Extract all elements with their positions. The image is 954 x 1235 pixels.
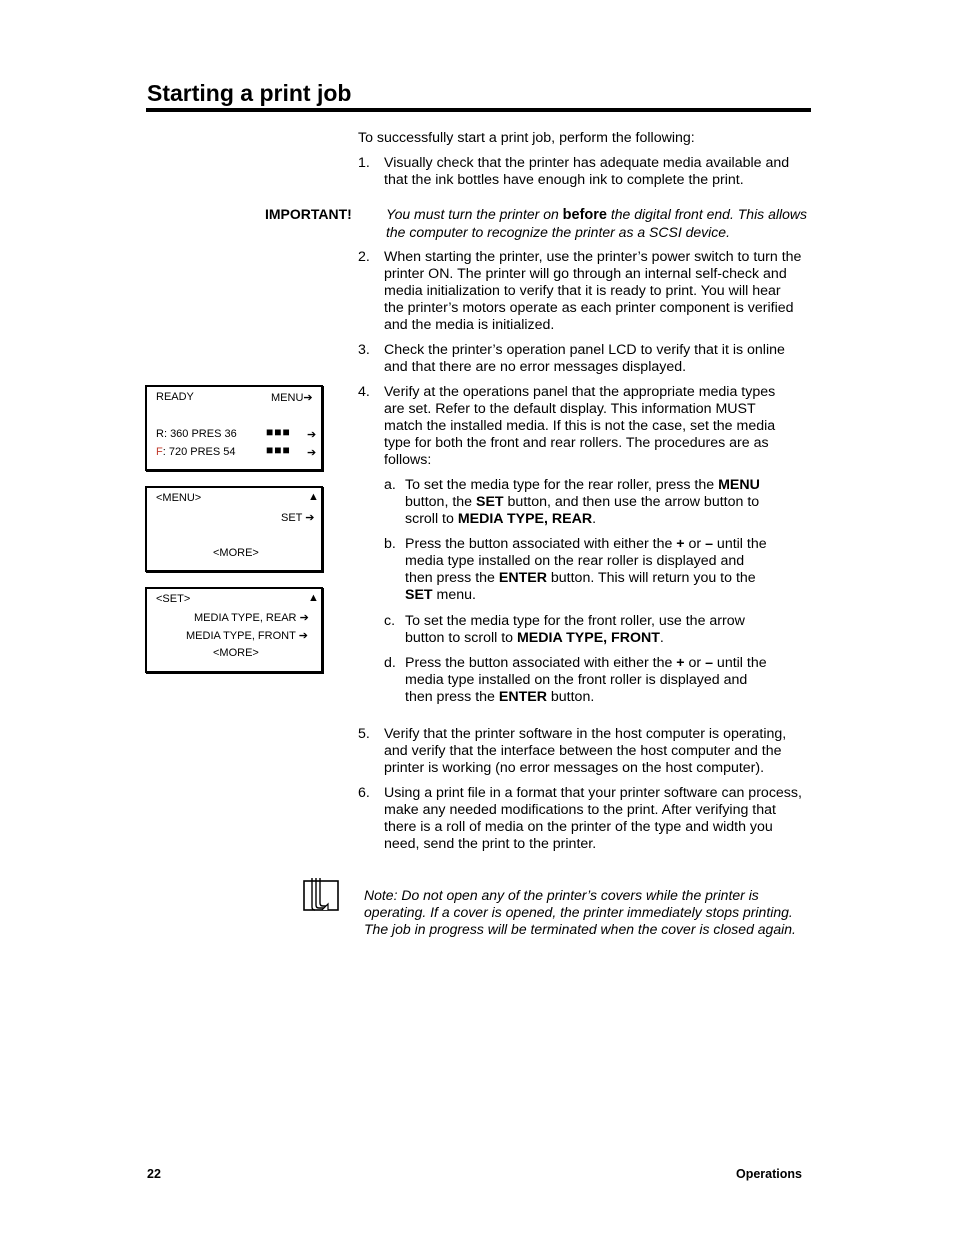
lcd-media-type-rear: MEDIA TYPE, REAR ➔ <box>194 612 309 624</box>
lcd-set-title: <SET> <box>156 593 191 605</box>
important-label: IMPORTANT! <box>265 206 352 222</box>
arrow-right-icon: ➔ <box>307 447 317 459</box>
lcd-menu-title: <MENU> <box>156 492 202 504</box>
step-1-number: 1. <box>358 155 370 171</box>
step-6-text: Using a print file in a format that your printer software can process, make any needed modifications to the print. After verifying that there is a roll of media on the printer of the type and width you need, send the print to the printer. <box>384 785 802 852</box>
step-4b-text: Press the button associated with either the + or – until the media type installed on the rear roller is displayed and then press the ENTER button. This will return you to the SET menu. <box>405 536 767 603</box>
step-5-text: Verify that the printer software in the host computer is operating, and verify that the interface between the host computer and the printer is working (no error messages on the host computer). <box>384 726 787 776</box>
page-title: Starting a print job <box>147 80 352 106</box>
lcd-front-roller: F: 720 PRES 54 <box>156 446 236 458</box>
arrow-right-icon: ➔ <box>303 392 313 404</box>
page-number: 22 <box>147 1167 161 1181</box>
block-indicator-icon: ■■■ <box>266 425 291 439</box>
title-rule <box>146 108 811 112</box>
step-2-text: When starting the printer, use the printer’s power switch to turn the printer ON. The printer will go through an internal self-check and media initialization to verify that it is ready to print. You will hear the printer’s motors operate as each printer component is verified and the media is initialized. <box>384 249 802 333</box>
arrow-right-icon: ➔ <box>298 630 308 642</box>
step-3-text: Check the printer’s operation panel LCD to verify that it is online and that there are no error messages displayed. <box>384 342 785 375</box>
note-text: Note: Do not open any of the printer’s covers while the printer is operating. If a cover is opened, the printer immediately stops printing. The job in progress will be terminated when the cover is closed again. <box>364 887 796 937</box>
step-4a-letter: a. <box>384 477 396 493</box>
step-4-number: 4. <box>358 384 370 400</box>
section-name: Operations <box>736 1167 802 1181</box>
lcd-media-type-front: MEDIA TYPE, FRONT ➔ <box>186 630 308 642</box>
step-4c-letter: c. <box>384 613 396 629</box>
note-icon <box>302 877 342 913</box>
up-triangle-icon: ▲ <box>308 592 319 604</box>
step-4-text: Verify at the operations panel that the appropriate media types are set. Refer to the default display. This information MUST match the installed media. If this is not the case, set the media type for both the front and rear rollers. The procedures are as follows: <box>384 384 776 468</box>
step-5-number: 5. <box>358 726 370 742</box>
up-triangle-icon: ▲ <box>308 491 319 503</box>
lcd-menu-label: MENU➔ <box>271 392 313 404</box>
lcd-ready: READY <box>156 391 194 403</box>
step-4d-text: Press the button associated with either the + or – until the media type installed on the front roller is displayed and then press the ENTER button. <box>405 655 767 705</box>
step-6-number: 6. <box>358 785 370 801</box>
step-4a-text: To set the media type for the rear roller, press the MENU button, the SET button, and then use the arrow button to scroll to MEDIA TYPE, REAR. <box>405 477 760 527</box>
block-indicator-icon: ■■■ <box>266 443 291 457</box>
important-text-post: the digital front end. This allows the computer to recognize the printer as a SCSI device. <box>386 206 807 240</box>
step-2-number: 2. <box>358 249 370 265</box>
step-4d-letter: d. <box>384 655 396 671</box>
step-4b-letter: b. <box>384 536 396 552</box>
arrow-right-icon: ➔ <box>299 612 309 624</box>
lcd-more: <MORE> <box>213 647 259 659</box>
step-3-number: 3. <box>358 342 370 358</box>
lcd-default-display <box>145 385 323 471</box>
arrow-right-icon: ➔ <box>307 429 317 441</box>
step-4c-text: To set the media type for the front roller, use the arrow button to scroll to MEDIA TYPE, FRONT. <box>405 613 745 646</box>
arrow-right-icon: ➔ <box>305 512 315 524</box>
intro-text: To successfully start a print job, perform the following: <box>358 130 695 146</box>
important-text-pre: You must turn the printer on <box>386 206 563 222</box>
lcd-set-display <box>145 587 323 673</box>
lcd-menu-display <box>145 486 323 572</box>
lcd-rear-roller: R: 360 PRES 36 <box>156 428 237 440</box>
important-text <box>386 206 811 241</box>
important-emphasis: before <box>562 207 607 223</box>
step-1-text: Visually check that the printer has adequate media available and that the ink bottles have enough ink to complete the print. <box>384 155 790 188</box>
lcd-set-option: SET ➔ <box>281 512 315 524</box>
lcd-more: <MORE> <box>213 547 259 559</box>
